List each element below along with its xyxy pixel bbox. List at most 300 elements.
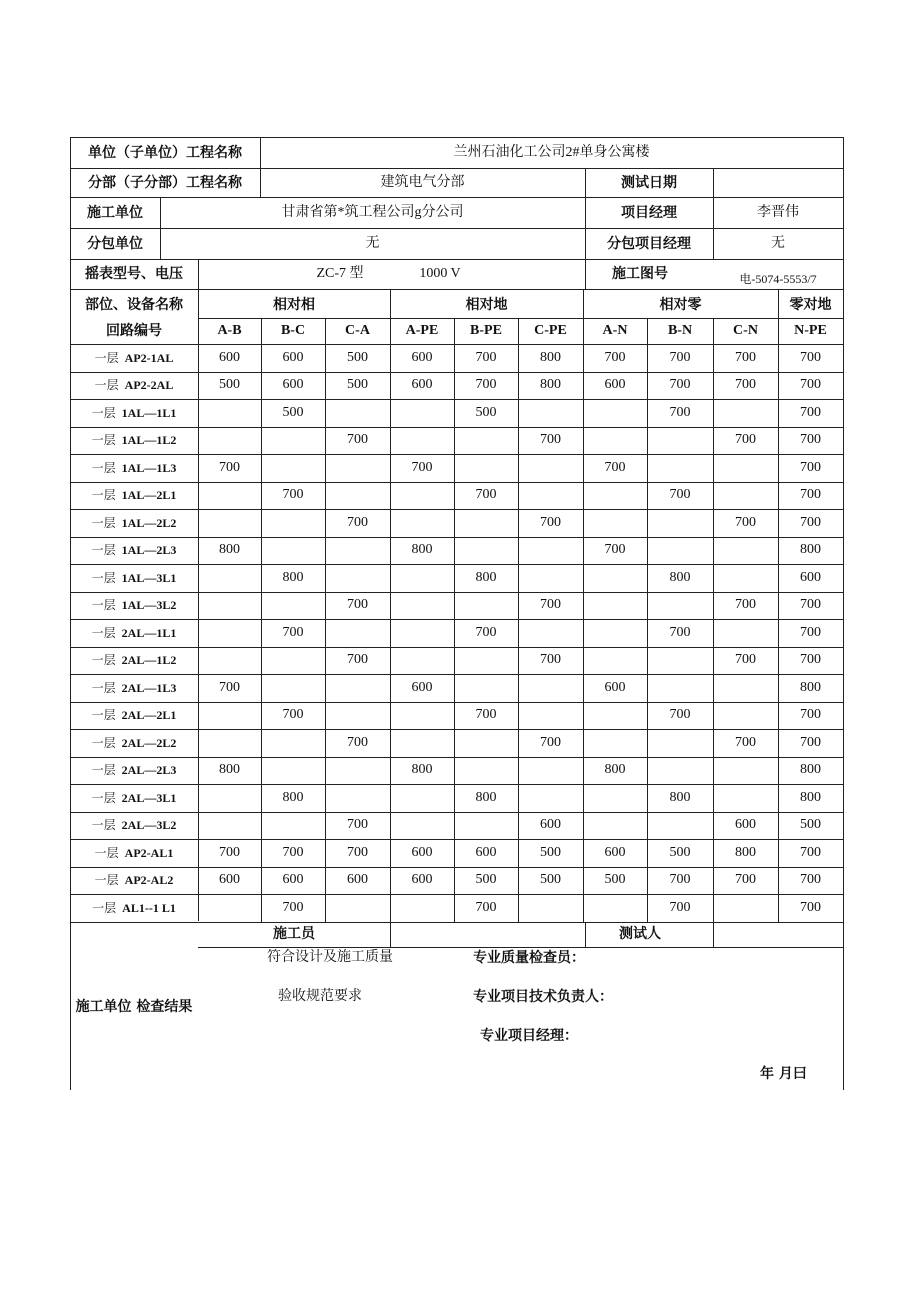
resistance-value-cell: 600	[604, 377, 626, 393]
resistance-value-cell: 700	[604, 349, 626, 365]
resistance-value-cell: 700	[347, 597, 368, 613]
resistance-value-cell: 700	[669, 707, 691, 723]
column-sub-header: A-N	[602, 323, 628, 338]
grid-line	[198, 318, 843, 319]
row-floor: 一层	[91, 708, 116, 723]
resistance-value-cell: 700	[800, 349, 821, 365]
row-label	[70, 674, 198, 702]
resistance-value-cell: 500	[604, 872, 626, 888]
resistance-value-cell: 800	[219, 542, 240, 558]
resistance-value-cell: 700	[540, 597, 561, 613]
resistance-value-cell: 700	[800, 459, 821, 475]
resistance-value-cell: 500	[219, 377, 240, 393]
resistance-value-cell: 700	[604, 542, 626, 558]
row-floor: 一层	[91, 763, 116, 778]
grid-line	[70, 784, 843, 785]
resistance-value-cell: 600	[604, 679, 626, 695]
resistance-value-cell	[518, 564, 583, 592]
resistance-value-cell	[325, 619, 390, 647]
row-floor: 一层	[92, 900, 117, 915]
row-label	[70, 564, 198, 592]
row-label	[70, 784, 198, 812]
resistance-value-cell	[518, 702, 583, 730]
resistance-value-cell: 700	[669, 349, 691, 365]
resistance-value-cell	[518, 454, 583, 482]
row-circuit: 1AL—2L3	[121, 543, 177, 558]
row-label	[70, 399, 198, 427]
contractor-value: 甘肃省第*筑工程公司g分公司	[281, 204, 464, 220]
resistance-value-cell: 700	[669, 872, 691, 888]
resistance-value-cell: 700	[540, 734, 561, 750]
resistance-value-cell: 700	[347, 514, 368, 530]
resistance-value-cell	[518, 894, 583, 922]
row-floor: 一层	[94, 350, 119, 365]
resistance-value-cell	[390, 729, 454, 757]
resistance-value-cell	[713, 482, 778, 510]
resistance-value-cell: 800	[411, 762, 433, 778]
row-label	[70, 482, 198, 510]
resistance-value-cell	[325, 757, 390, 785]
resistance-value-cell: 800	[735, 844, 756, 860]
row-floor: 一层	[94, 378, 119, 393]
row-label	[70, 647, 198, 675]
resistance-value-cell	[647, 674, 713, 702]
row-circuit: 1AL—2L2	[121, 515, 177, 530]
resistance-value-cell	[390, 509, 454, 537]
resistance-value-cell	[647, 647, 713, 675]
resistance-value-cell	[390, 702, 454, 730]
meter-label: 摇表型号、电压	[85, 266, 183, 282]
pm-sign-label: 专业项目经理：	[480, 1028, 578, 1044]
resistance-value-cell: 700	[475, 487, 497, 503]
resistance-value-cell: 700	[735, 652, 756, 668]
grid-line	[70, 427, 843, 428]
resistance-value-cell: 700	[475, 707, 497, 723]
date-line: 年 月曰	[760, 1066, 807, 1082]
resistance-value-cell: 700	[282, 844, 304, 860]
sub-pm-label: 分包项目经理	[607, 235, 691, 252]
resistance-value-cell: 700	[735, 377, 756, 393]
column-sub-header: N-PE	[794, 323, 827, 338]
resistance-value-cell: 600	[347, 872, 368, 888]
row-circuit: 1AL—1L2	[121, 433, 177, 448]
resistance-value-cell	[583, 399, 647, 427]
resistance-value-cell	[261, 592, 325, 620]
resistance-value-cell	[647, 757, 713, 785]
row-label	[70, 757, 198, 785]
resistance-value-cell: 600	[282, 872, 304, 888]
test-date-value	[713, 168, 843, 197]
resistance-value-cell: 700	[735, 597, 756, 613]
resistance-value-cell: 800	[800, 542, 821, 558]
resistance-value-cell	[325, 894, 390, 922]
resistance-value-cell: 700	[282, 487, 304, 503]
resistance-value-cell: 800	[282, 789, 304, 805]
grid-line	[713, 318, 714, 922]
quality-inspector-label: 专业质量检查员：	[473, 950, 585, 966]
resistance-value-cell: 700	[800, 899, 821, 915]
grid-line	[70, 137, 843, 138]
resistance-value-cell: 800	[475, 569, 497, 585]
resistance-value-cell: 700	[347, 817, 368, 833]
resistance-value-cell: 800	[800, 762, 821, 778]
resistance-value-cell	[518, 399, 583, 427]
resistance-value-cell: 700	[800, 734, 821, 750]
grid-line	[70, 839, 843, 840]
subcontractor-value: 无	[365, 235, 380, 251]
grid-line	[70, 454, 843, 455]
resistance-value-cell	[198, 509, 261, 537]
resistance-value-cell: 800	[800, 789, 821, 805]
resistance-value-cell	[518, 482, 583, 510]
resistance-value-cell	[583, 729, 647, 757]
row-label	[70, 537, 198, 565]
resistance-value-cell	[713, 894, 778, 922]
resistance-value-cell: 700	[800, 432, 821, 448]
row-label	[70, 729, 198, 757]
grid-line	[70, 729, 843, 730]
contractor-label: 施工单位	[87, 204, 143, 221]
row-label	[70, 454, 198, 482]
resistance-value-cell	[583, 812, 647, 840]
resistance-value-cell: 700	[735, 734, 756, 750]
resistance-value-cell	[198, 702, 261, 730]
resistance-value-cell	[454, 509, 518, 537]
resistance-value-cell	[198, 592, 261, 620]
grid-line	[70, 372, 843, 373]
resistance-value-cell: 700	[604, 459, 626, 475]
row-circuit: 1AL—1L1	[121, 405, 177, 420]
column-sub-header: C-N	[733, 323, 758, 338]
division-value: 建筑电气分部	[380, 174, 465, 190]
grid-line	[70, 757, 843, 758]
row-circuit: AP2-AL2	[124, 873, 174, 888]
resistance-value-cell: 700	[219, 679, 240, 695]
builder-label: 施工员	[273, 926, 315, 942]
meter-voltage: 1000 V	[419, 266, 461, 281]
grid-line	[70, 564, 843, 565]
grid-line	[454, 318, 455, 922]
resistance-value-cell: 600	[735, 817, 756, 833]
row-circuit: 1AL—2L1	[121, 488, 177, 503]
row-circuit: 2AL—2L1	[121, 708, 177, 723]
grid-line	[70, 647, 843, 648]
resistance-value-cell	[198, 812, 261, 840]
resistance-value-cell: 700	[669, 404, 691, 420]
resistance-value-cell	[454, 592, 518, 620]
resistance-value-cell	[261, 454, 325, 482]
tester-label: 测试人	[619, 926, 661, 942]
resistance-value-cell	[261, 674, 325, 702]
resistance-value-cell: 700	[475, 349, 497, 365]
row-label	[70, 344, 198, 372]
grid-line	[70, 228, 843, 229]
resistance-value-cell: 800	[540, 377, 561, 393]
grid-line	[585, 922, 586, 948]
grid-line	[70, 137, 71, 1090]
row-floor: 一层	[91, 405, 116, 420]
resistance-value-cell	[198, 399, 261, 427]
resistance-value-cell	[198, 619, 261, 647]
grid-line	[518, 318, 519, 922]
conclusion-line-1: 符合设计及施工质量	[267, 950, 393, 965]
resistance-value-cell	[713, 399, 778, 427]
resistance-value-cell	[583, 509, 647, 537]
grid-line	[70, 289, 843, 290]
grid-line	[70, 482, 843, 483]
row-floor: 一层	[91, 680, 116, 695]
row-circuit: 1AL—1L3	[121, 460, 177, 475]
resistance-value-cell	[325, 702, 390, 730]
resistance-value-cell	[454, 812, 518, 840]
resistance-value-cell: 700	[219, 844, 240, 860]
row-label	[70, 427, 198, 455]
resistance-value-cell	[454, 537, 518, 565]
resistance-value-cell	[261, 647, 325, 675]
column-group-header: 相对地	[465, 297, 508, 313]
resistance-value-cell	[454, 427, 518, 455]
row-circuit: 1AL—3L2	[121, 598, 177, 613]
inspection-label: 施工单位 检查结果	[75, 999, 193, 1016]
grid-line	[70, 537, 843, 538]
row-label	[70, 812, 198, 840]
project-manager-value: 李晋伟	[757, 204, 799, 220]
grid-line	[198, 947, 843, 948]
grid-line	[70, 922, 843, 923]
project-manager-label: 项目经理	[621, 204, 677, 221]
row-floor: 一层	[91, 653, 116, 668]
resistance-value-cell	[198, 729, 261, 757]
column-group-header: 相对零	[659, 297, 702, 313]
row-circuit: 1AL—3L1	[121, 570, 177, 585]
column-sub-header: B-N	[667, 323, 693, 338]
grid-line	[647, 318, 648, 922]
resistance-value-cell	[325, 399, 390, 427]
grid-line	[70, 867, 843, 868]
resistance-value-cell	[261, 812, 325, 840]
resistance-value-cell	[198, 894, 261, 922]
row-label	[70, 894, 198, 922]
resistance-value-cell: 700	[735, 349, 756, 365]
resistance-value-cell: 700	[282, 624, 304, 640]
row-floor: 一层	[91, 818, 116, 833]
resistance-value-cell: 600	[411, 679, 433, 695]
resistance-value-cell	[713, 619, 778, 647]
resistance-value-cell: 700	[800, 404, 821, 420]
row-label	[70, 509, 198, 537]
resistance-value-cell	[261, 729, 325, 757]
resistance-value-cell	[261, 537, 325, 565]
resistance-value-cell	[647, 427, 713, 455]
resistance-value-cell	[713, 674, 778, 702]
resistance-value-cell	[325, 537, 390, 565]
resistance-value-cell: 600	[411, 844, 433, 860]
grid-line	[70, 259, 843, 260]
resistance-value-cell: 700	[800, 844, 821, 860]
grid-line	[70, 702, 843, 703]
resistance-value-cell	[583, 619, 647, 647]
subcontractor-label: 分包单位	[87, 235, 143, 252]
row-circuit: 2AL—3L1	[121, 790, 177, 805]
grid-line	[160, 197, 161, 259]
resistance-value-cell: 600	[800, 569, 821, 585]
resistance-value-cell	[390, 647, 454, 675]
resistance-value-cell: 700	[347, 844, 368, 860]
resistance-value-cell: 700	[669, 899, 691, 915]
resistance-value-cell: 700	[540, 432, 561, 448]
grid-line	[325, 318, 326, 922]
grid-line	[843, 137, 844, 1090]
resistance-value-cell: 600	[282, 377, 304, 393]
resistance-value-cell: 500	[475, 872, 497, 888]
resistance-value-cell: 700	[669, 487, 691, 503]
resistance-value-cell: 500	[347, 349, 368, 365]
row-label	[70, 372, 198, 400]
resistance-value-cell	[325, 674, 390, 702]
row-floor: 一层	[91, 433, 116, 448]
resistance-value-cell	[518, 537, 583, 565]
resistance-value-cell	[647, 592, 713, 620]
location-label: 部位、设备名称	[85, 297, 183, 313]
row-floor: 一层	[91, 488, 116, 503]
circuit-label: 回路编号	[106, 323, 162, 339]
grid-line	[70, 894, 843, 895]
grid-line	[260, 137, 261, 197]
resistance-value-cell: 800	[282, 569, 304, 585]
grid-line	[70, 619, 843, 620]
grid-line	[778, 318, 779, 922]
resistance-value-cell: 800	[411, 542, 433, 558]
grid-line	[261, 318, 262, 922]
grid-line	[70, 592, 843, 593]
grid-line	[70, 344, 843, 345]
row-circuit: 2AL—3L2	[121, 818, 177, 833]
resistance-value-cell: 500	[669, 844, 691, 860]
resistance-value-cell	[390, 399, 454, 427]
resistance-value-cell	[713, 454, 778, 482]
resistance-value-cell: 700	[800, 624, 821, 640]
resistance-value-cell: 700	[282, 899, 304, 915]
row-label	[70, 702, 198, 730]
resistance-value-cell: 700	[735, 514, 756, 530]
resistance-value-cell: 700	[800, 872, 821, 888]
row-label	[70, 867, 198, 895]
resistance-value-cell: 700	[800, 377, 821, 393]
resistance-value-cell: 500	[282, 404, 304, 420]
resistance-value-cell	[647, 537, 713, 565]
resistance-value-cell: 700	[347, 734, 368, 750]
resistance-value-cell	[325, 784, 390, 812]
grid-line	[198, 259, 199, 289]
grid-line	[70, 509, 843, 510]
resistance-value-cell: 500	[540, 872, 561, 888]
project-name-label: 单位（子单位）工程名称	[88, 145, 242, 161]
resistance-value-cell: 600	[475, 844, 497, 860]
drawing-label: 施工图号	[612, 266, 668, 282]
row-label	[70, 592, 198, 620]
resistance-value-cell: 700	[669, 624, 691, 640]
resistance-value-cell	[583, 482, 647, 510]
resistance-value-cell	[583, 784, 647, 812]
resistance-value-cell: 700	[735, 872, 756, 888]
resistance-value-cell	[454, 674, 518, 702]
resistance-value-cell: 700	[411, 459, 433, 475]
resistance-value-cell: 600	[604, 844, 626, 860]
resistance-value-cell: 800	[800, 679, 821, 695]
resistance-value-cell	[390, 784, 454, 812]
resistance-value-cell: 600	[411, 349, 433, 365]
resistance-value-cell: 700	[475, 624, 497, 640]
resistance-value-cell	[583, 647, 647, 675]
resistance-value-cell: 600	[282, 349, 304, 365]
resistance-value-cell	[325, 482, 390, 510]
resistance-value-cell	[713, 757, 778, 785]
resistance-value-cell	[647, 812, 713, 840]
resistance-value-cell: 600	[219, 349, 240, 365]
resistance-value-cell	[713, 564, 778, 592]
resistance-value-cell: 700	[347, 652, 368, 668]
column-sub-header: B-PE	[470, 323, 502, 338]
grid-line	[585, 168, 586, 259]
tech-lead-label: 专业项目技术负责人：	[473, 989, 613, 1005]
resistance-value-cell	[518, 619, 583, 647]
grid-line	[70, 674, 843, 675]
row-label	[70, 619, 198, 647]
grid-line	[390, 318, 391, 922]
row-floor: 一层	[91, 515, 116, 530]
resistance-value-cell	[325, 454, 390, 482]
resistance-value-cell: 500	[475, 404, 497, 420]
resistance-value-cell: 700	[800, 652, 821, 668]
resistance-value-cell	[518, 757, 583, 785]
resistance-value-cell: 700	[540, 652, 561, 668]
grid-line	[70, 399, 843, 400]
sub-pm-value: 无	[771, 235, 785, 251]
resistance-value-cell: 700	[475, 899, 497, 915]
row-label	[70, 839, 198, 867]
resistance-value-cell	[454, 647, 518, 675]
row-circuit: AP2-1AL	[124, 350, 174, 365]
resistance-value-cell	[583, 564, 647, 592]
row-circuit: 2AL—1L2	[121, 653, 177, 668]
resistance-value-cell	[713, 537, 778, 565]
column-sub-header: C-A	[345, 323, 370, 338]
resistance-value-cell: 800	[669, 789, 691, 805]
resistance-value-cell	[647, 454, 713, 482]
column-sub-header: A-PE	[405, 323, 439, 338]
row-circuit: 2AL—1L3	[121, 680, 177, 695]
row-floor: 一层	[91, 598, 116, 613]
row-floor: 一层	[91, 543, 116, 558]
grid-line	[198, 289, 199, 921]
resistance-value-cell	[261, 427, 325, 455]
resistance-value-cell: 700	[540, 514, 561, 530]
resistance-value-cell: 700	[475, 377, 497, 393]
resistance-value-cell	[390, 894, 454, 922]
resistance-value-cell	[198, 647, 261, 675]
resistance-value-cell	[390, 564, 454, 592]
resistance-value-cell: 700	[800, 597, 821, 613]
row-circuit: AP2-2AL	[124, 378, 174, 393]
conclusion-line-2: 验收规范要求	[278, 989, 362, 1004]
row-floor: 一层	[94, 873, 119, 888]
resistance-value-cell	[198, 564, 261, 592]
resistance-value-cell: 500	[540, 844, 561, 860]
test-date-label: 测试日期	[621, 174, 677, 191]
resistance-value-cell: 600	[540, 817, 561, 833]
resistance-value-cell: 700	[800, 487, 821, 503]
row-circuit: 2AL—2L3	[121, 763, 177, 778]
